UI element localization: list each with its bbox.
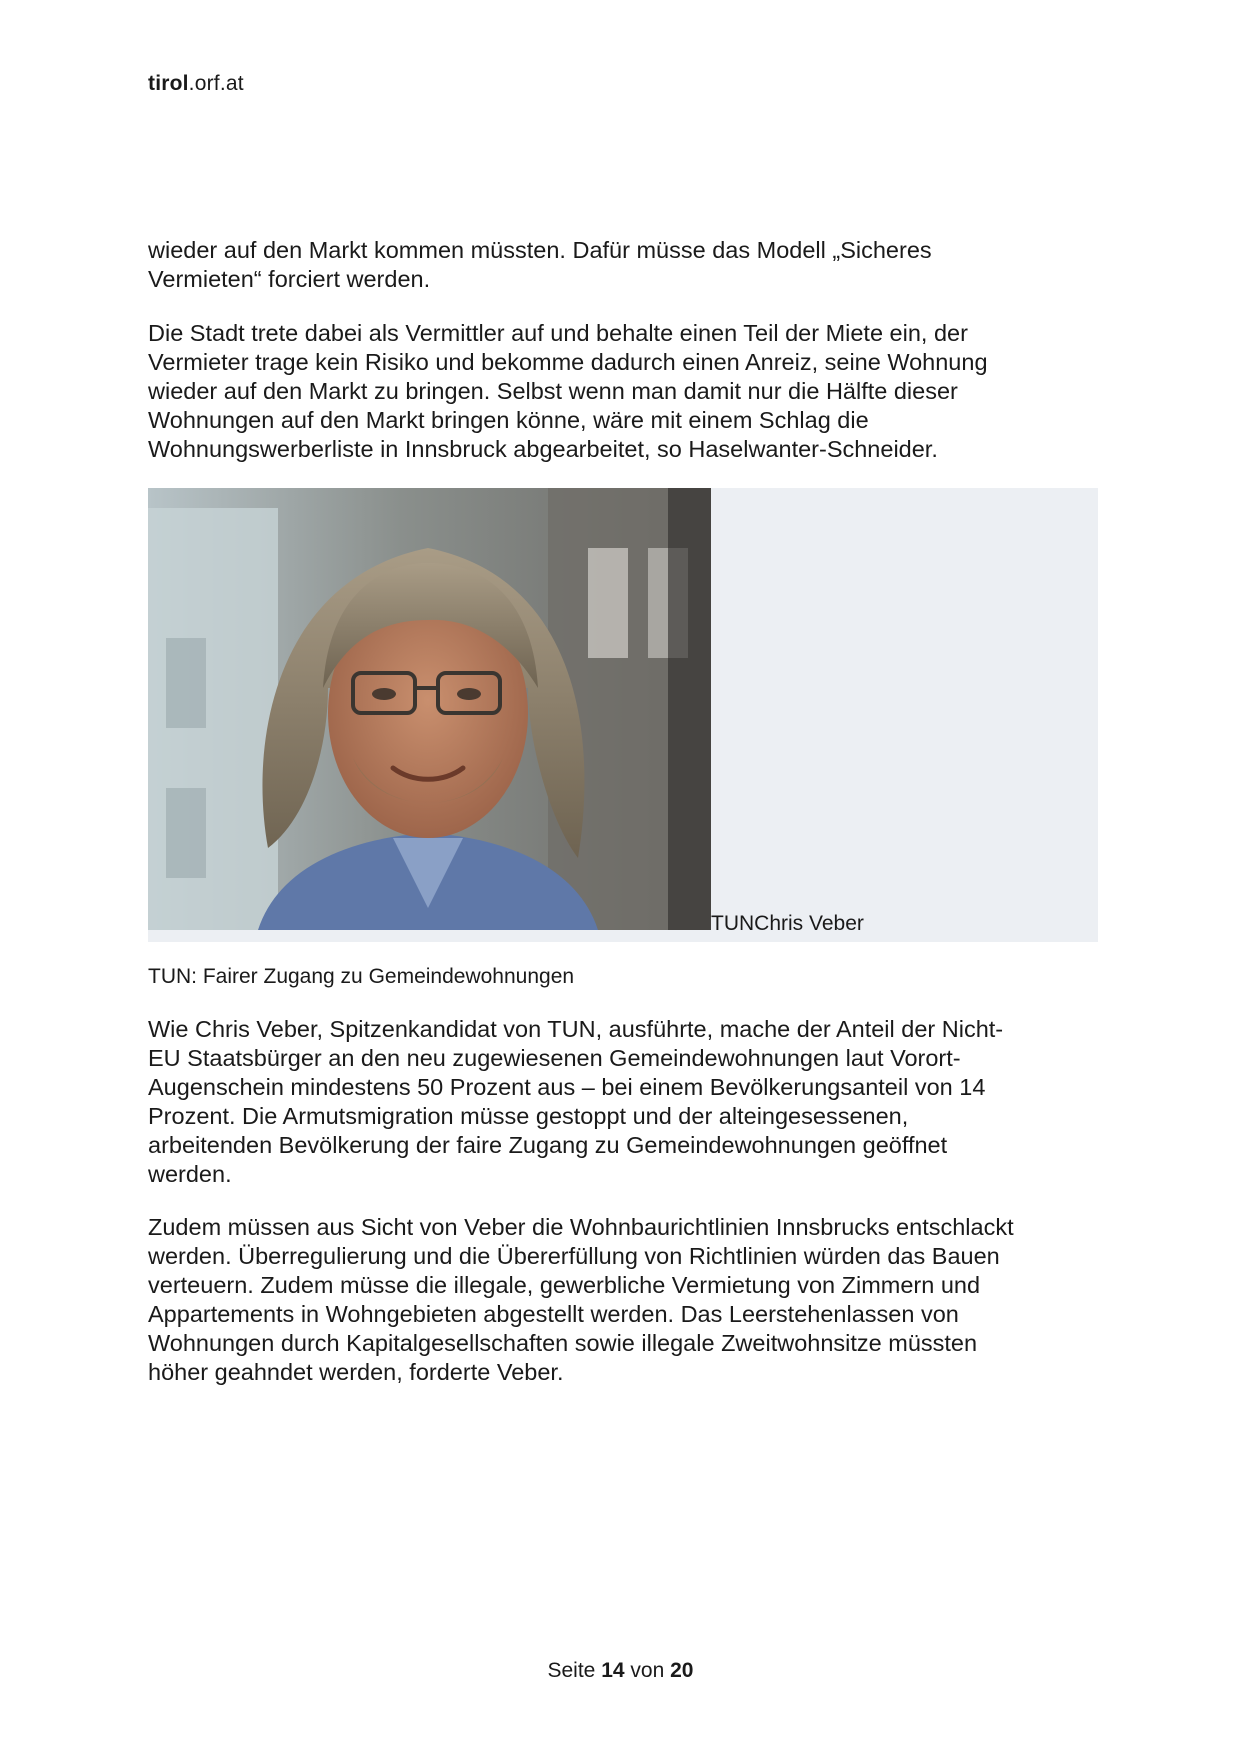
article-paragraph-3: Wie Chris Veber, Spitzenkandidat von TUN, ausführte, mache der Anteil der Nicht- EU Staatsbürger an den neu zugewiesenen Gemeindewohnungen laut Vorort- Augenschein mindestens 50 Prozent aus – bei einem Bevölkerungsanteil von 14 Prozent. Die Armutsmigration müsse gestoppt und der alteingesessenen, arbeitenden Bevölkerung der faire Zugang zu Gemeindewohnungen geöffnet werden. [148, 1016, 1004, 1187]
page-current: 14 [601, 1659, 625, 1682]
article-paragraph-4: Zudem müssen aus Sicht von Veber die Wohnbaurichtlinien Innsbrucks entschlackt werden. Überregulierung und die Übererfüllung von Richtlinien würden das Bauen verteuern. Zudem müsse die illegale, gewerbliche Vermietung von Zimmern und Appartements in Wohngebieten abgestellt werden. Das Leerstehenlassen von Wohnungen durch Kapitalgesellschaften sowie illegale Zweitwohnsitze müssten höher geahndet werden, forderte Veber. [148, 1214, 1014, 1385]
site-name-bold: tirol [148, 72, 189, 95]
site-name-domain: .orf.at [188, 72, 244, 95]
page-total: 20 [670, 1659, 694, 1682]
image-caption: TUN: Fairer Zugang zu Gemeindewohnungen [148, 965, 575, 988]
image-credit: TUNChris Veber [711, 912, 864, 935]
portrait-photo [148, 488, 711, 930]
page-footer [0, 1659, 1241, 1683]
article-paragraph-2: Die Stadt trete dabei als Vermittler auf und behalte einen Teil der Miete ein, der Vermieter trage kein Risiko und bekomme dadurch einen Anreiz, seine Wohnung wieder auf den Markt zu bringen. Selbst wenn man damit nur die Hälfte dieser Wohnungen auf den Markt bringen könne, wäre mit einem Schlag die Wohnungswerberliste in Innsbruck abgearbeitet, so Haselwanter-Schneider. [148, 320, 988, 462]
of-word: von [630, 1659, 665, 1682]
page-word: Seite [547, 1659, 596, 1682]
article-paragraph-1: wieder auf den Markt kommen müssten. Dafür müsse das Modell „Sicheres Vermieten“ forciert werden. [148, 237, 932, 292]
site-header [148, 72, 244, 96]
article-figure [148, 488, 1098, 942]
